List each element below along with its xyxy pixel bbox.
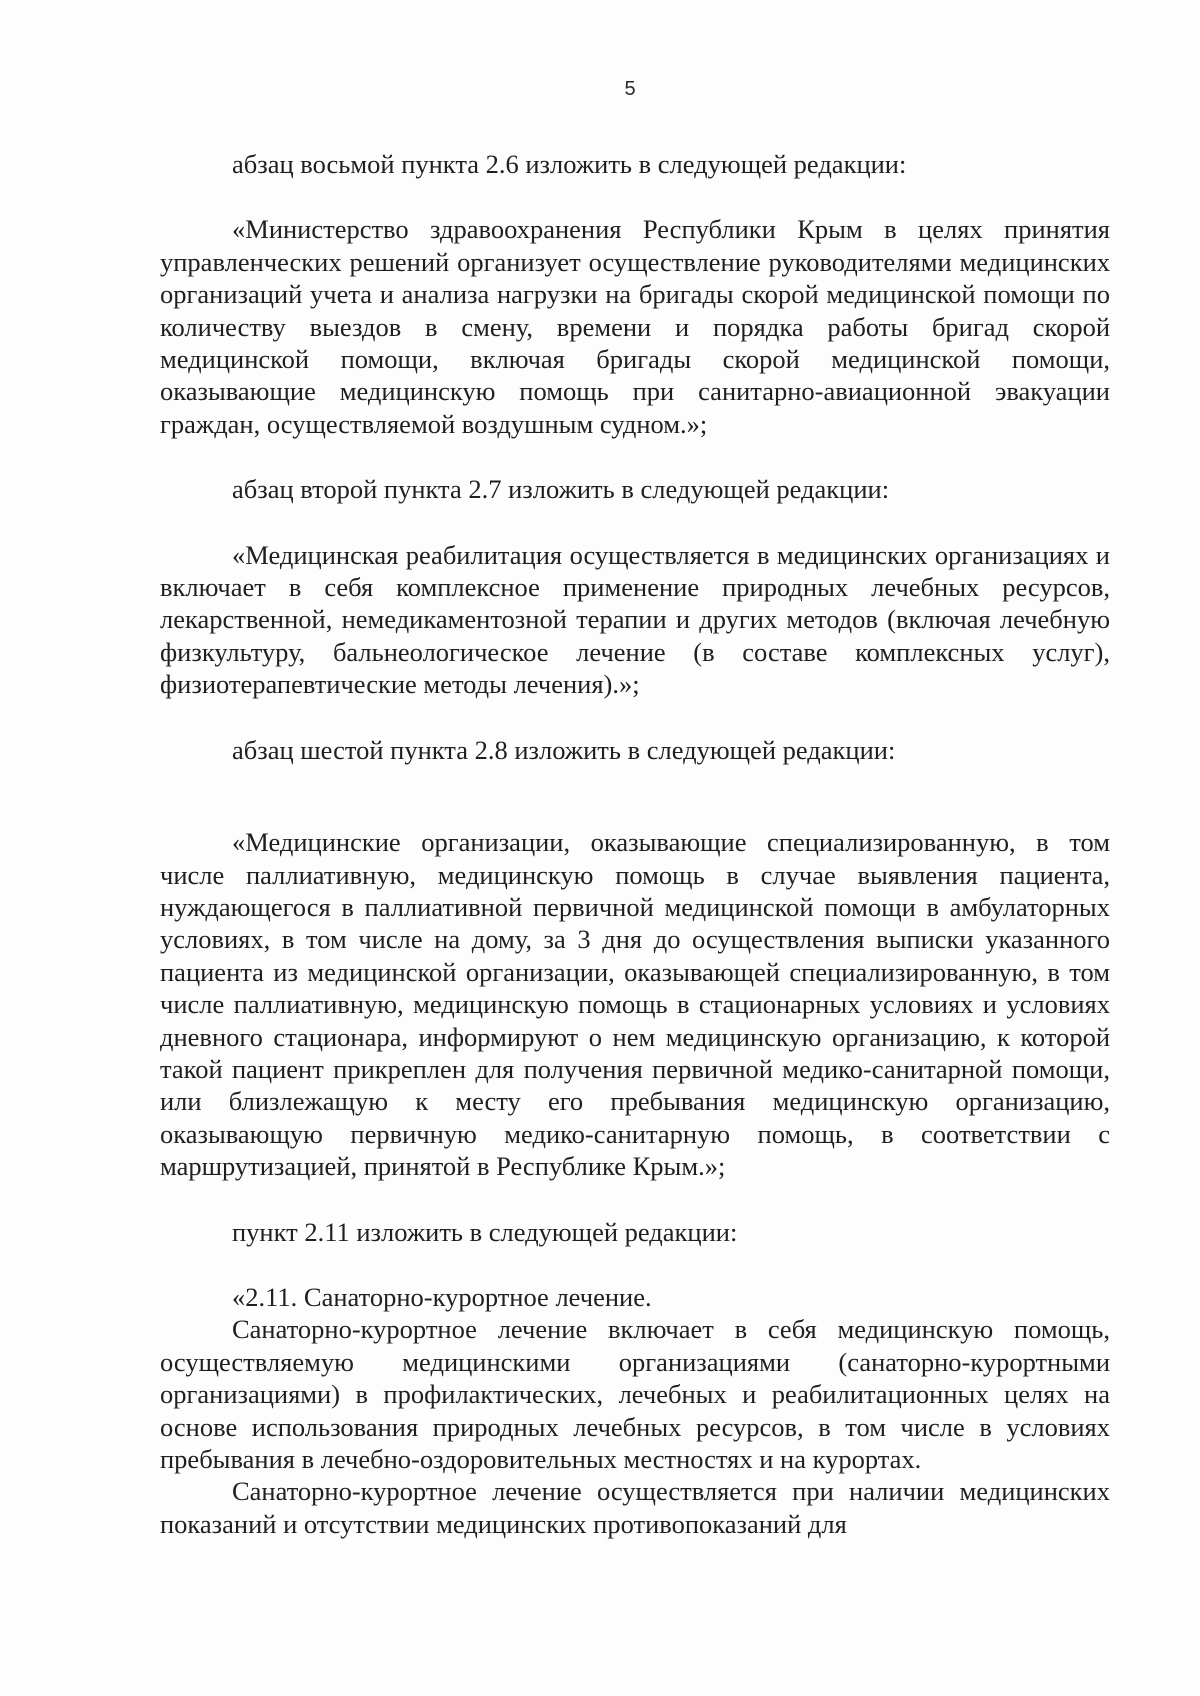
paragraph-amendment-2-6-intro: абзац восьмой пункта 2.6 изложить в следующей редакции: [232,149,907,179]
paragraph-amendment-2-6-text: «Министерство здравоохранения Республики Крым в целях принятия управленческих решений организует осуществление руководителями медицинских организаций учета и анализа нагрузки на бригады скорой медицинской помощи по количеству выездов в смену, времени и порядка работы бригад скорой медицинской помощи, включая бригады скорой медицинской помощи, оказывающие медицинскую помощь при санитарно-авиационной эвакуации граждан, осуществляемой воздушным судном.»; [160,214,1110,439]
paragraph-section-2-11-conditions: Санаторно-курортное лечение осуществляется при наличии медицинских показаний и отсутствии медицинских противопоказаний для [160,1476,1110,1539]
paragraph-amendment-2-7-text: «Медицинская реабилитация осуществляется в медицинских организациях и включает в себя комплексное применение природных лечебных ресурсов, лекарственной, немедикаментозной терапии и других методов (включая лечебную физкультуру, бальнеологическое лечение (в составе комплексных услуг), физиотерапевтические методы лечения).»; [160,539,1110,700]
paragraph-amendment-2-7-intro: абзац второй пункта 2.7 изложить в следующей редакции: [232,474,890,505]
paragraph-section-2-11-definition: Санаторно-курортное лечение включает в себя медицинскую помощь, осуществляемую медицинскими организациями (санаторно-курортными организациями) в профилактических, лечебных и реабилитационных целях на основе использования природных лечебных ресурсов, в том числе в условиях пребывания в лечебно-оздоровительных местностях и на курортах. [160,1314,1110,1474]
page-number: 5 [624,78,636,100]
paragraph-amendment-2-11-intro: пункт 2.11 изложить в следующей редакции: [232,1216,738,1247]
paragraph-amendment-2-8-intro: абзац шестой пункта 2.8 изложить в следующей редакции: [232,734,896,765]
document-body [160,148,1110,1540]
paragraph-section-2-11-heading: «2.11. Санаторно-курортное лечение. [232,1281,652,1312]
paragraph-amendment-2-8-text: «Медицинские организации, оказывающие специализированную, в том числе паллиативную, медицинскую помощь в случае выявления пациента, нуждающегося в паллиативной первичной медицинской помощи в амбулаторных условиях, в том числе на дому, за 3 дня до осуществления выписки указанного пациента из медицинской организации, оказывающей специализированную, в том числе паллиативную, медицинскую помощь в стационарных условиях и условиях дневного стационара, информируют о нем медицинскую организацию, к которой такой пациент прикреплен для получения первичной медико-санитарной помощи, или близлежащую к месту его пребывания медицинскую организацию, оказывающую первичную медико-санитарную помощь, в соответствии с маршрутизацией, принятой в Республике Крым.»; [160,827,1110,1182]
